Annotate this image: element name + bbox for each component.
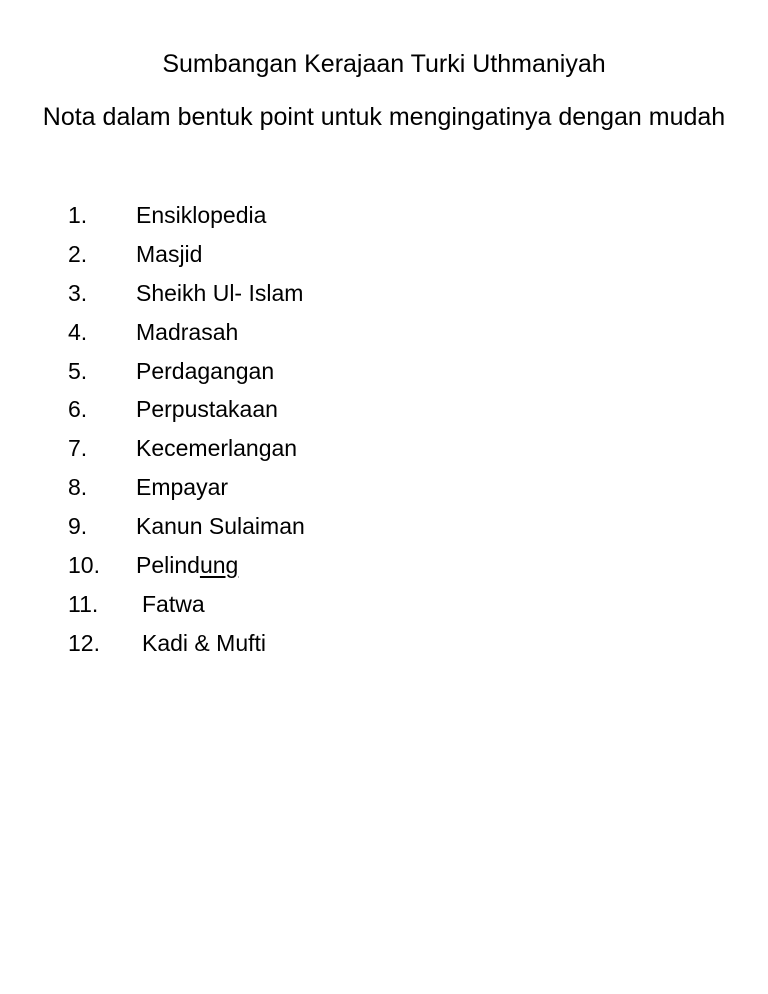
- list-item-label: Ensiklopedia: [136, 201, 267, 228]
- list-item-label: Empayar: [136, 474, 229, 501]
- list-item: [68, 624, 305, 663]
- list-item-label-start: Pelind: [136, 551, 200, 578]
- list-item-number: 7.: [68, 435, 88, 462]
- list-item-number: 4.: [68, 318, 88, 345]
- list-item-label: Kecemerlangan: [136, 435, 298, 462]
- list-item-number: 6.: [68, 396, 88, 423]
- list-item-number: 12.: [68, 629, 100, 656]
- list-item-label: [136, 552, 238, 579]
- list-item: [68, 429, 305, 468]
- list-item: [68, 274, 305, 313]
- list-item-label-underlined: ung: [199, 551, 239, 578]
- list-item: [68, 390, 305, 429]
- numbered-list: [68, 196, 305, 663]
- list-item: [68, 352, 305, 391]
- list-item-number: 3.: [68, 279, 88, 306]
- list-item-label: Masjid: [136, 240, 203, 267]
- list-item-label: Madrasah: [136, 318, 239, 345]
- list-item: [68, 313, 305, 352]
- list-item: [68, 585, 305, 624]
- list-item-label: Kadi & Mufti: [142, 629, 266, 656]
- list-item-number: 8.: [68, 474, 88, 501]
- list-item-label: Perpustakaan: [136, 396, 278, 423]
- list-item-number: 1.: [68, 201, 88, 228]
- list-item: [68, 546, 305, 585]
- document-subtitle: Nota dalam bentuk point untuk mengingatinya dengan mudah: [42, 103, 726, 131]
- list-item-label: Perdagangan: [136, 357, 275, 384]
- list-item-number: 10.: [68, 551, 100, 578]
- list-item: [68, 468, 305, 507]
- document-title: Sumbangan Kerajaan Turki Uthmaniyah: [162, 50, 606, 78]
- list-item-number: 5.: [68, 357, 88, 384]
- list-item: [68, 196, 305, 235]
- list-item-label: Fatwa: [142, 590, 205, 617]
- list-item-number: 9.: [68, 513, 88, 540]
- list-item-number: 11.: [68, 590, 99, 617]
- list-item: [68, 235, 305, 274]
- list-item-number: 2.: [68, 240, 88, 267]
- list-item-label: Kanun Sulaiman: [136, 513, 305, 540]
- list-item: [68, 507, 305, 546]
- list-item-label: Sheikh Ul- Islam: [136, 279, 304, 306]
